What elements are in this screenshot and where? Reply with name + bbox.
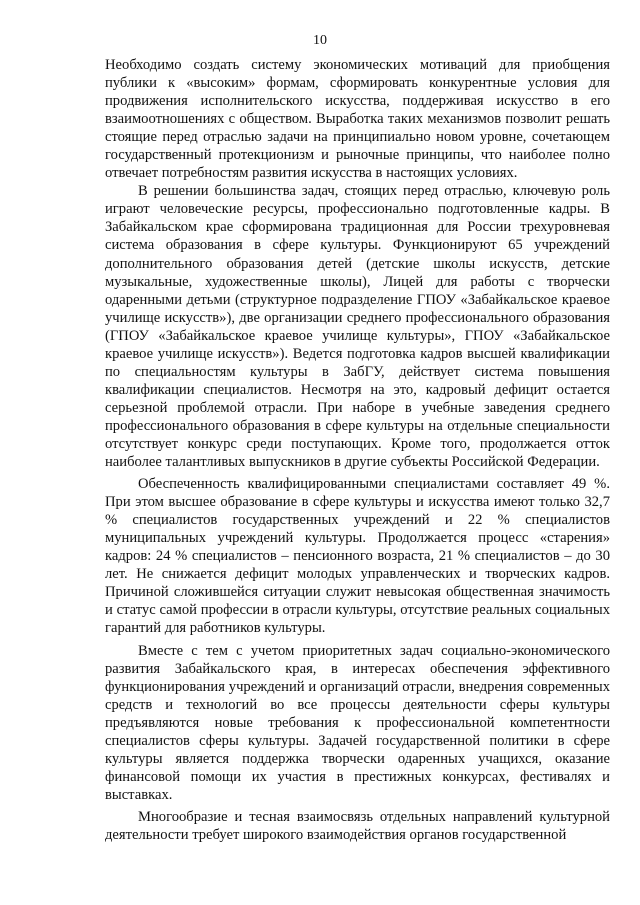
document-body	[105, 56, 610, 844]
page-number: 10	[313, 33, 327, 48]
paragraph-staffing-statistics: Обеспеченность квалифицированными специалистами составляет 49 %. При этом высшее образование в сфере культуры и искусства имеют только 32,7 % специалистов государственных учреждений и 22 % специалистов муниципальных учреждений культуры. Продолжается процесс «старения» кадров: 24 % специалистов – пенсионного возраста, 21 % специалистов – до 30 лет. Не снижается дефицит молодых управленческих и творческих кадров. Причиной сложившейся ситуации служит невысокая общественная значимость и статус самой профессии в отрасли культуры, отсутствие реальных социальных гарантий для работников культуры.	[105, 476, 610, 637]
paragraph-cooperation: Многообразие и тесная взаимосвязь отдельных направлений культурной деятельности требует широкого взаимодействия органов государственной	[105, 808, 610, 843]
paragraph-human-resources: В решении большинства задач, стоящих перед отраслью, ключевую роль играют человеческие ресурсы, профессионально подготовленные кадры. В Забайкальском крае сформирована традиционная для России трехуровневая система образования в сфере культуры. Функционируют 65 учреждений дополнительного образования детей (детские школы искусств, детские музыкальные, художественные школы), Лицей для работы с творчески одаренными детьми (структурное подразделение ГПОУ «Забайкальское краевое училище искусств»), две организации среднего профессионального образования (ГПОУ «Забайкальское краевое училище культуры», ГПОУ «Забайкальское краевое училище искусств»). Ведется подготовка кадров высшей квалификации по специальностям культуры в ЗабГУ, действует система повышения квалификации специалистов. Несмотря на это, кадровый дефицит остается серьезной проблемой отрасли. При наборе в учебные заведения среднего профессионального образования в сфере культуры на отдельные специальности отсутствует конкурс среди поступающих. Кроме того, продолжается отток наиболее талантливых выпускников в другие субъекты Российской Федерации.	[105, 183, 610, 471]
paragraph-motivation: Необходимо создать систему экономических мотиваций для приобщения публики к «высоким» формам, сформировать конкурентные условия для продвижения исполнительского искусства, поддерживая искусство в его взаимоотношениях с обществом. Выработка таких механизмов позволит решать стоящие перед отраслью задачи на принципиально новом уровне, сочетающем государственный протекционизм и рыночные принципы, что наиболее полно отвечает потребностям развития искусства в настоящих условиях.	[105, 57, 610, 182]
paragraph-state-policy: Вместе с тем с учетом приоритетных задач социально-экономического развития Забайкальского края, в интересах обеспечения эффективного функционирования учреждений и организаций отрасли, внедрения современных средств и технологий во все процессы деятельности сферы культуры предъявляются новые требования к профессиональной компетентности специалистов сферы культуры. Задачей государственной политики в сфере культуры является поддержка творчески одаренных учащихся, оказание финансовой помощи их участия в престижных конкурсах, фестивалях и выставках.	[105, 642, 610, 803]
